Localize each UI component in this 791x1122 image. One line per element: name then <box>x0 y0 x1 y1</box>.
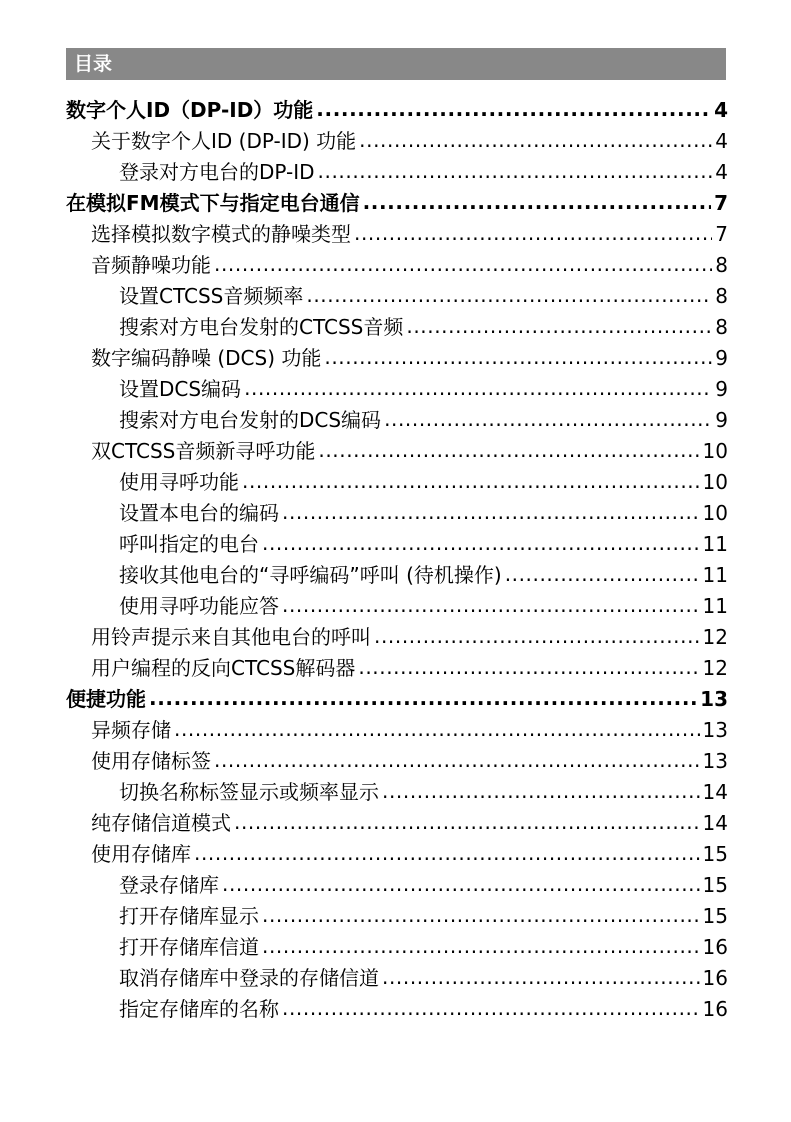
toc-entry[interactable] <box>66 715 728 746</box>
dot-leader <box>318 435 699 466</box>
toc-entry[interactable] <box>66 870 728 901</box>
toc-entry-page: 4 <box>714 98 728 122</box>
dot-leader <box>382 962 700 993</box>
toc-entry-page: 11 <box>702 594 728 618</box>
toc-entry-title: 登录存储库 <box>119 873 219 897</box>
toc-entry[interactable] <box>66 219 728 250</box>
toc-entry[interactable] <box>66 684 728 715</box>
dot-leader <box>374 621 700 652</box>
toc-entry[interactable] <box>66 994 728 1025</box>
dot-leader <box>234 807 700 838</box>
toc-entry-title: 纯存储信道模式 <box>91 811 231 835</box>
toc-entry[interactable] <box>66 405 728 436</box>
toc-entry-page: 9 <box>715 408 728 432</box>
dot-leader <box>316 94 711 125</box>
dot-leader <box>174 714 700 745</box>
toc-entry-page: 13 <box>700 687 728 711</box>
toc-entry-page: 8 <box>715 253 728 277</box>
toc-entry[interactable] <box>66 436 728 467</box>
toc-entry-title: 关于数字个人ID (DP-ID) 功能 <box>91 129 357 153</box>
dot-leader <box>242 466 700 497</box>
toc-entry[interactable] <box>66 312 728 343</box>
dot-leader <box>406 311 712 342</box>
toc-entry-title: 音频静噪功能 <box>91 253 211 277</box>
section-title: 目录 <box>74 53 113 75</box>
dot-leader <box>354 218 712 249</box>
toc-entry[interactable] <box>66 529 728 560</box>
dot-leader <box>306 280 712 311</box>
toc-entry-page: 8 <box>715 284 728 308</box>
dot-leader <box>324 342 712 373</box>
toc-entry-page: 15 <box>702 904 728 928</box>
dot-leader <box>194 838 700 869</box>
toc-entry-title: 指定存储库的名称 <box>119 997 279 1021</box>
toc-entry-page: 14 <box>702 780 728 804</box>
toc-entry-page: 16 <box>702 997 728 1021</box>
toc-entry-title: 使用存储标签 <box>91 749 211 773</box>
section-header-bar <box>66 48 726 80</box>
toc-entry-title: 接收其他电台的“寻呼编码”呼叫 (待机操作) <box>119 563 502 587</box>
dot-leader <box>214 745 700 776</box>
toc-entry[interactable] <box>66 374 728 405</box>
toc-entry-title: 双CTCSS音频新寻呼功能 <box>91 439 316 463</box>
toc-entry-page: 14 <box>702 811 728 835</box>
toc-entry[interactable] <box>66 591 728 622</box>
toc-entry-title: 数字编码静噪 (DCS) 功能 <box>91 346 322 370</box>
dot-leader <box>358 652 699 683</box>
toc-entry-title: 用户编程的反向CTCSS解码器 <box>91 656 356 680</box>
toc-entry-page: 7 <box>715 222 728 246</box>
toc-entry-page: 7 <box>714 191 728 215</box>
toc-entry-page: 16 <box>702 935 728 959</box>
toc-entry-page: 9 <box>715 346 728 370</box>
toc-entry-title: 打开存储库显示 <box>119 904 259 928</box>
dot-leader <box>359 125 712 156</box>
toc-entry[interactable] <box>66 560 728 591</box>
toc-entry[interactable] <box>66 157 728 188</box>
toc-entry-page: 10 <box>702 470 728 494</box>
toc-entry-title: 异频存储 <box>91 718 171 742</box>
toc-entry-page: 10 <box>702 439 728 463</box>
dot-leader <box>282 497 700 528</box>
toc-entry[interactable] <box>66 126 728 157</box>
toc-entry-title: 登录对方电台的DP-ID <box>119 160 315 184</box>
toc-entry-title: 切换名称标签显示或频率显示 <box>119 780 379 804</box>
dot-leader <box>318 156 713 187</box>
dot-leader <box>222 869 700 900</box>
toc-entry[interactable] <box>66 188 728 219</box>
dot-leader <box>282 590 700 621</box>
dot-leader <box>262 528 700 559</box>
toc-entry[interactable] <box>66 963 728 994</box>
toc-entry[interactable] <box>66 281 728 312</box>
toc-entry-title: 便捷功能 <box>66 687 146 711</box>
toc-entry-page: 13 <box>702 749 728 773</box>
toc-entry[interactable] <box>66 808 728 839</box>
toc-entry-title: 数字个人ID（DP-ID）功能 <box>66 98 314 122</box>
toc-entry-page: 15 <box>702 873 728 897</box>
dot-leader <box>384 404 712 435</box>
toc-entry-page: 10 <box>702 501 728 525</box>
toc-entry[interactable] <box>66 777 728 808</box>
toc-entry-page: 9 <box>715 377 728 401</box>
toc-entry-title: 搜索对方电台发射的DCS编码 <box>119 408 382 432</box>
toc-entry[interactable] <box>66 343 728 374</box>
dot-leader <box>505 559 700 590</box>
toc-entry-page: 11 <box>702 563 728 587</box>
dot-leader <box>262 900 700 931</box>
toc-entry-page: 11 <box>702 532 728 556</box>
toc-entry[interactable] <box>66 250 728 281</box>
toc-entry-title: 使用存储库 <box>91 842 191 866</box>
dot-leader <box>262 931 700 962</box>
toc-entry[interactable] <box>66 746 728 777</box>
toc-entry-page: 16 <box>702 966 728 990</box>
toc-entry[interactable] <box>66 622 728 653</box>
toc-entry-title: 呼叫指定的电台 <box>119 532 259 556</box>
dot-leader <box>382 776 700 807</box>
dot-leader <box>363 187 712 218</box>
toc-entry-page: 13 <box>702 718 728 742</box>
toc-entry-title: 取消存储库中登录的存储信道 <box>119 966 379 990</box>
toc-entry-title: 在模拟FM模式下与指定电台通信 <box>66 191 360 215</box>
toc-entry[interactable] <box>66 653 728 684</box>
toc-entry[interactable] <box>66 498 728 529</box>
dot-leader <box>149 683 697 714</box>
dot-leader <box>244 373 712 404</box>
toc-entry-page: 12 <box>702 625 728 649</box>
toc-entry-page: 4 <box>715 160 728 184</box>
toc-entry-page: 4 <box>715 129 728 153</box>
toc-entry-title: 设置DCS编码 <box>119 377 242 401</box>
toc-entry[interactable] <box>66 467 728 498</box>
dot-leader <box>282 993 700 1024</box>
toc-entry[interactable] <box>66 95 728 126</box>
toc-entry[interactable] <box>66 839 728 870</box>
toc-entry-title: 打开存储库信道 <box>119 935 259 959</box>
toc-entry[interactable] <box>66 932 728 963</box>
toc-entry-title: 设置本电台的编码 <box>119 501 279 525</box>
toc-entry-page: 12 <box>702 656 728 680</box>
toc-entry-title: 设置CTCSS音频频率 <box>119 284 304 308</box>
toc-entry-title: 使用寻呼功能 <box>119 470 239 494</box>
dot-leader <box>214 249 712 280</box>
table-of-contents <box>66 95 728 1025</box>
toc-entry-title: 使用寻呼功能应答 <box>119 594 279 618</box>
toc-entry[interactable] <box>66 901 728 932</box>
toc-entry-title: 选择模拟数字模式的静噪类型 <box>91 222 351 246</box>
toc-entry-title: 用铃声提示来自其他电台的呼叫 <box>91 625 371 649</box>
toc-entry-title: 搜索对方电台发射的CTCSS音频 <box>119 315 404 339</box>
toc-entry-page: 15 <box>702 842 728 866</box>
toc-entry-page: 8 <box>715 315 728 339</box>
